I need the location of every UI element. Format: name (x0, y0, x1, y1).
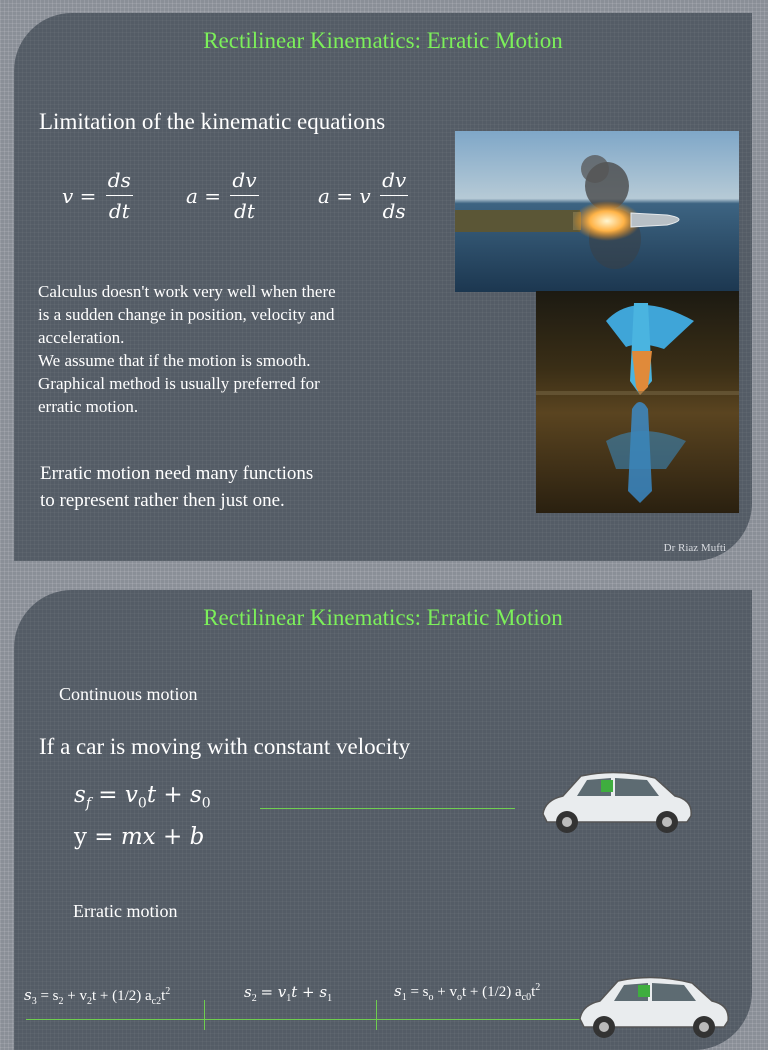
slide-2 (14, 590, 752, 1050)
erratic-paragraph: Erratic motion need many functions to represent rather then just one. (40, 463, 314, 511)
equation-acceleration: a = $\frac{dv}{dt}$ (186, 168, 257, 223)
equation-line: y = mx + b (74, 824, 205, 850)
equation-s1: $s_1 = s_o + v_ot + (1/2)$ $a_{c0}t^2$ (394, 982, 541, 1003)
equation-velocity: v = $\frac{ds}{dt}$ (62, 168, 131, 223)
slide-1 (14, 13, 752, 561)
timeline-tick (204, 1000, 205, 1030)
timeline-tick (376, 1000, 377, 1030)
car-icon (574, 975, 734, 1041)
equation-s2: $s_2 = v_1t + s_1$ (244, 983, 333, 1004)
author-footer: Dr Riaz Mufti (663, 542, 726, 554)
calculus-paragraph: Calculus doesn't work very well when there is a sudden change in position, velocity and acceleration. We assume that if the motion is smooth. Graphical method is usually preferred for erratic motion. (38, 282, 336, 416)
slide-heading: Limitation of the kinematic equations (39, 109, 386, 134)
slide-title: Rectilinear Kinematics: Erratic Motion (203, 605, 563, 630)
continuous-motion-label: Continuous motion (59, 684, 198, 704)
erratic-motion-label: Erratic motion (73, 901, 178, 921)
car-icon (537, 770, 697, 836)
slide-heading: If a car is moving with constant velocity (39, 734, 411, 759)
kingfisher-photo (536, 291, 739, 513)
erratic-timeline-line (26, 1019, 586, 1020)
equation-acceleration-ds: a = v $\frac{dv}{ds}$ (318, 168, 407, 223)
position-graph-line (260, 808, 515, 809)
bullet-photo (455, 131, 739, 292)
equation-position: $s_f = v_0t + s_0$ (74, 782, 211, 812)
slide-title: Rectilinear Kinematics: Erratic Motion (203, 28, 563, 53)
equation-s3: $s_3 = s_2 + v_2t + (1/2)$ $a_{c2}t^2$ (24, 986, 171, 1007)
